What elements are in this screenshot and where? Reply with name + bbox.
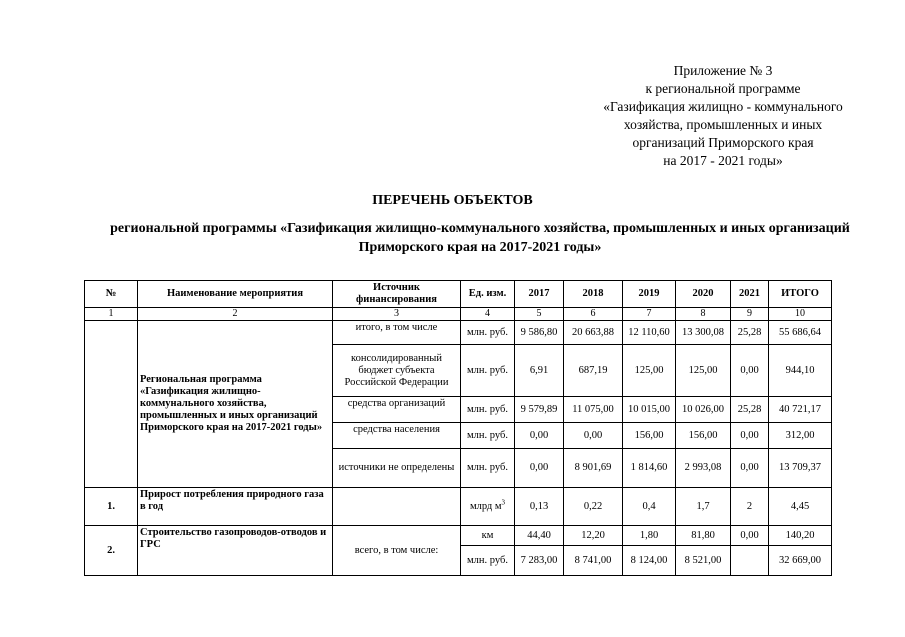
column-number: 7 [623,308,676,321]
value-cell: 125,00 [676,345,731,397]
value-cell: 125,00 [623,345,676,397]
source-cell: источники не определены [333,449,461,488]
value-cell: 8 124,00 [623,546,676,576]
value-cell: 6,91 [515,345,564,397]
value-cell: 140,20 [769,526,832,546]
value-cell: 0,00 [731,345,769,397]
header-cell: № [85,281,138,308]
value-cell: 0,00 [731,423,769,449]
unit-cell: млн. руб. [461,449,515,488]
header-cell: 2019 [623,281,676,308]
value-cell: 11 075,00 [564,397,623,423]
value-cell: 156,00 [676,423,731,449]
source-cell [333,488,461,526]
header-cell: 2017 [515,281,564,308]
document-subtitle: региональной программы «Газификация жилищно-коммунального хозяйства, промышленных и иных организаций Приморского края на 2017-2021 годы» [110,221,850,255]
appendix-line: Приложение № 3 [673,63,773,78]
column-number: 6 [564,308,623,321]
unit-cell: км [461,526,515,546]
item-name: Строительство газопроводов-отводов и ГРС [138,526,333,576]
column-number: 9 [731,308,769,321]
value-cell: 0,00 [515,423,564,449]
appendix-line: на 2017 - 2021 годы» [663,153,783,168]
value-cell: 10 015,00 [623,397,676,423]
value-cell: 0,00 [731,449,769,488]
column-number: 1 [85,308,138,321]
value-cell [731,546,769,576]
source-cell: средства организаций [333,397,461,423]
value-cell: 12 110,60 [623,321,676,345]
value-cell: 13 300,08 [676,321,731,345]
objects-table [84,280,832,576]
value-cell: 44,40 [515,526,564,546]
value-cell: 0,00 [564,423,623,449]
column-number: 3 [333,308,461,321]
column-number: 10 [769,308,832,321]
value-cell: 4,45 [769,488,832,526]
source-cell: всего, в том числе: [333,526,461,576]
source-cell: итого, в том числе [333,321,461,345]
table-row [85,321,832,345]
value-cell: 312,00 [769,423,832,449]
header-cell: ИТОГО [769,281,832,308]
value-cell: 2 [731,488,769,526]
unit-cell: млн. руб. [461,397,515,423]
value-cell: 8 521,00 [676,546,731,576]
item-name: Прирост потребления природного газа в год [138,488,333,526]
unit-cell: млн. руб. [461,423,515,449]
unit-superscript: 3 [501,498,506,506]
value-cell: 8 741,00 [564,546,623,576]
column-number: 8 [676,308,731,321]
value-cell: 9 579,89 [515,397,564,423]
value-cell: 40 721,17 [769,397,832,423]
value-cell: 0,13 [515,488,564,526]
item-number: 2. [85,526,138,576]
appendix-line: организаций Приморского края [632,135,814,150]
header-cell: Наименование мероприятия [138,281,333,308]
unit-cell: млн. руб. [461,321,515,345]
header-cell: Ед. изм. [461,281,515,308]
value-cell: 1 814,60 [623,449,676,488]
value-cell: 156,00 [623,423,676,449]
value-cell: 687,19 [564,345,623,397]
value-cell: 9 586,80 [515,321,564,345]
value-cell: 1,7 [676,488,731,526]
table-header-row [85,281,832,308]
source-cell: средства населения [333,423,461,449]
value-cell: 25,28 [731,397,769,423]
value-cell: 1,80 [623,526,676,546]
header-cell: 2020 [676,281,731,308]
value-cell: 13 709,37 [769,449,832,488]
table-row [85,526,832,546]
unit-text: млрд м [469,500,502,512]
value-cell: 20 663,88 [564,321,623,345]
value-cell: 0,4 [623,488,676,526]
value-cell: 81,80 [676,526,731,546]
value-cell: 0,00 [731,526,769,546]
appendix-line: «Газификация жилищно - коммунального [603,99,843,114]
column-number: 4 [461,308,515,321]
appendix-line: хозяйства, промышленных и иных [623,117,823,132]
unit-cell: млн. руб. [461,345,515,397]
value-cell: 944,10 [769,345,832,397]
value-cell: 10 026,00 [676,397,731,423]
column-number: 5 [515,308,564,321]
program-name: Региональная программа «Газификация жилищно-коммунального хозяйства, промышленных и иных организаций Приморского края на 2017-2021 годы» [138,321,333,488]
value-cell: 0,00 [515,449,564,488]
value-cell: 0,22 [564,488,623,526]
unit-cell: млн. руб. [461,546,515,576]
value-cell: 8 901,69 [564,449,623,488]
unit-cell [461,488,515,526]
source-cell: консолидированный бюджет субъекта Российской Федерации [333,345,461,397]
header-cell: 2018 [564,281,623,308]
item-number: 1. [85,488,138,526]
header-cell: Источник финансирования [333,281,461,308]
table-row [85,488,832,526]
column-number-row [85,308,832,321]
appendix-line: к региональной программе [645,81,801,96]
header-cell: 2021 [731,281,769,308]
column-number: 2 [138,308,333,321]
program-number-cell [85,321,138,488]
appendix-block [578,62,868,170]
value-cell: 32 669,00 [769,546,832,576]
value-cell: 25,28 [731,321,769,345]
value-cell: 2 993,08 [676,449,731,488]
value-cell: 55 686,64 [769,321,832,345]
value-cell: 7 283,00 [515,546,564,576]
value-cell: 12,20 [564,526,623,546]
document-title: ПЕРЕЧЕНЬ ОБЪЕКТОВ [372,193,533,208]
